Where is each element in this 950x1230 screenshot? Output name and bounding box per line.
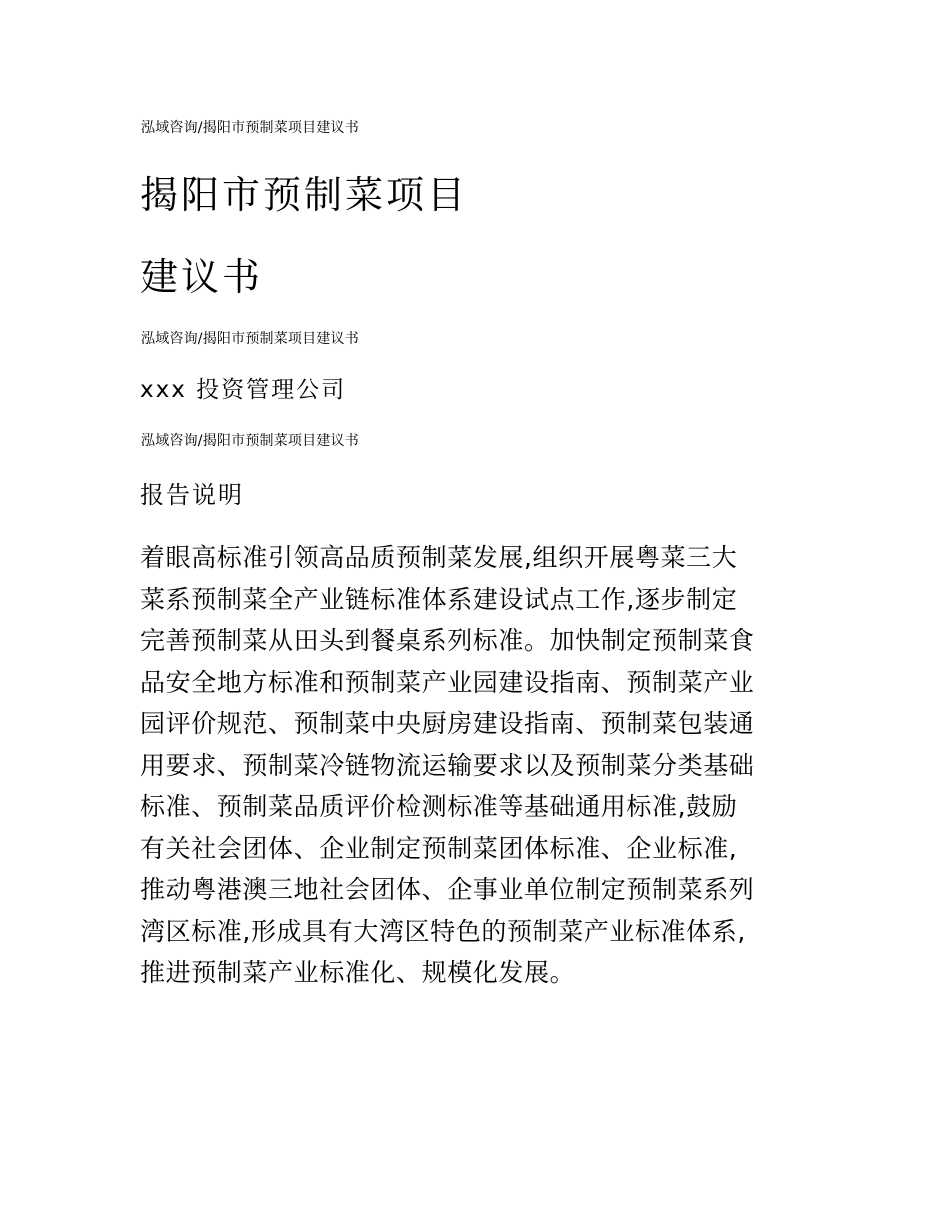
report-body-paragraph xyxy=(140,537,820,994)
running-header-top: 泓域咨询/揭阳市预制菜项目建议书 xyxy=(141,120,359,136)
paragraph-line: 园评价规范、预制菜中央厨房建设指南、预制菜包装通 xyxy=(140,709,755,738)
paragraph-line: 菜系预制菜全产业链标准体系建设试点工作,逐步制定 xyxy=(140,584,738,614)
running-header-lower: 泓域咨询/揭阳市预制菜项目建议书 xyxy=(141,433,359,449)
paragraph-line: 推动粤港澳三地社会团体、企事业单位制定预制菜系列 xyxy=(140,875,755,904)
paragraph-line: 品安全地方标准和预制菜产业园建设指南、预制菜产业 xyxy=(140,667,755,697)
running-header-middle: 泓域咨询/揭阳市预制菜项目建议书 xyxy=(141,331,359,347)
document-title-line-1: 揭阳市预制菜项目 xyxy=(140,173,469,217)
paragraph-line: 用要求、预制菜冷链物流运输要求以及预制菜分类基础 xyxy=(140,750,755,780)
document-title-line-2: 建议书 xyxy=(140,255,264,299)
company-name: xxx 投资管理公司 xyxy=(140,377,347,403)
paragraph-line: 着眼高标准引领高品质预制菜发展,组织开展粤菜三大 xyxy=(140,543,738,572)
paragraph-line: 湾区标准,形成具有大湾区特色的预制菜产业标准体系, xyxy=(140,916,746,946)
paragraph-line: 推进预制菜产业标准化、规模化发展。 xyxy=(140,958,576,987)
paragraph-line: 有关社会团体、企业制定预制菜团体标准、企业标准, xyxy=(140,833,738,863)
paragraph-line: 标准、预制菜品质评价检测标准等基础通用标准,鼓励 xyxy=(140,792,738,821)
paragraph-line: 完善预制菜从田头到餐桌系列标准。加快制定预制菜食 xyxy=(140,626,755,655)
section-heading-report: 报告说明 xyxy=(140,481,244,509)
